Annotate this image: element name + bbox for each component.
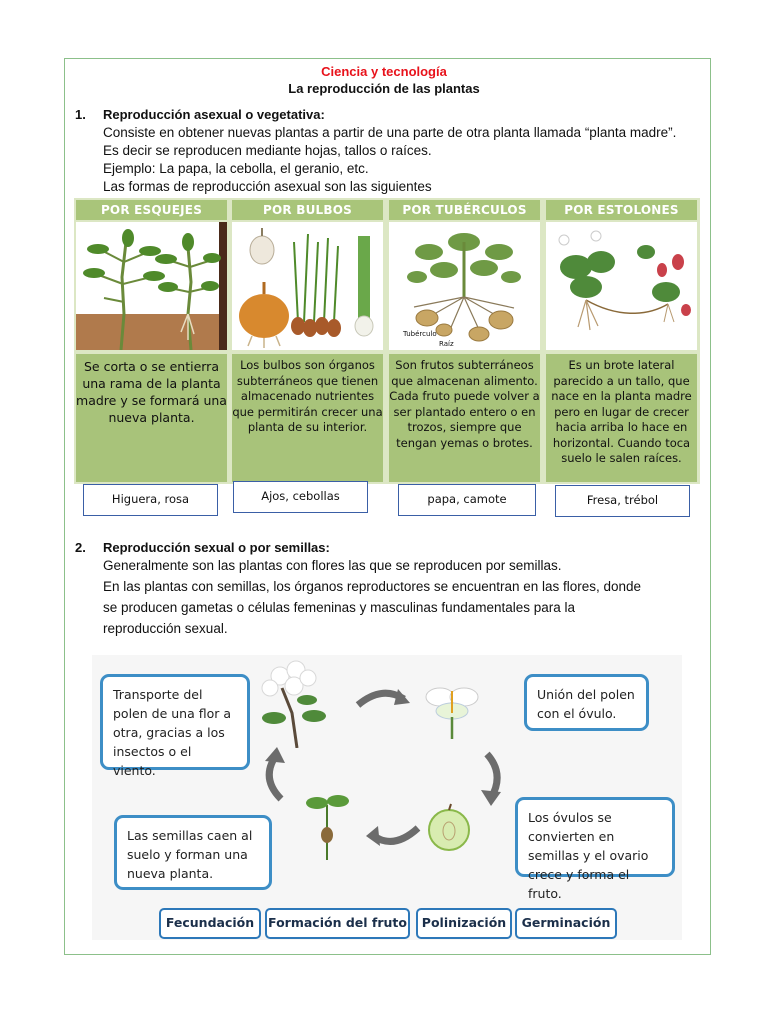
method-header: POR ESTOLONES — [546, 200, 697, 220]
section2-line: En las plantas con semillas, los órganos reproductores se encuentran en las flores, donde — [103, 579, 642, 594]
method-tuberculos — [387, 198, 542, 484]
seedling-image — [302, 785, 352, 860]
section1-number: 1. — [75, 107, 86, 122]
bulbs-illustration — [232, 222, 383, 350]
section2-line: Generalmente son las plantas con flores las que se reproducen por semillas. — [103, 558, 562, 573]
page-title: La reproducción de las plantas — [288, 81, 480, 96]
root-label: Raíz — [439, 340, 454, 348]
section2-line: se producen gametas o células femeninas y masculinas fundamentales para la — [103, 600, 576, 615]
section1-text — [103, 124, 676, 196]
cycle-arrow-icon — [477, 750, 509, 808]
method-estolones — [544, 198, 699, 484]
section1-line: Consiste en obtener nuevas plantas a partir de una parte de otra planta llamada “planta madre”. — [103, 125, 677, 140]
fruto-textbox: Los óvulos se convierten en semillas y el ovario crece y forma el fruto. — [515, 797, 675, 877]
subject-title: Ciencia y tecnología — [321, 64, 447, 79]
stage-label-fecundacion: Fecundación — [159, 908, 261, 939]
section2-line: reproducción sexual. — [103, 621, 228, 636]
method-description: Son frutos subterráneos que almacenan alimento. Cada fruto puede volver a ser plantado entero o en trozos, siempre que tengan yemas o brotes. — [389, 354, 540, 482]
section2-text — [103, 555, 641, 639]
cutting-illustration — [76, 222, 227, 350]
stage-label-polinizacion: Polinización — [416, 908, 512, 939]
method-header: POR BULBOS — [232, 200, 383, 220]
stage-label-germinacion: Germinación — [515, 908, 617, 939]
method-esquejes — [74, 198, 229, 484]
section1-line: Ejemplo: La papa, la cebolla, el geranio, etc. — [103, 161, 369, 176]
examples-box-esquejes: Higuera, rosa — [83, 484, 218, 516]
method-header: POR TUBÉRCULOS — [389, 200, 540, 220]
method-header: POR ESQUEJES — [76, 200, 227, 220]
tuber-illustration — [389, 222, 540, 350]
stage-label-fruto: Formación del fruto — [265, 908, 410, 939]
examples-box-tuberculos: papa, camote — [398, 484, 536, 516]
section1-heading: Reproducción asexual o vegetativa: — [103, 107, 325, 122]
examples-box-estolones: Fresa, trébol — [555, 485, 690, 517]
strawberry-illustration — [546, 222, 697, 350]
flowering-branch-image — [252, 658, 342, 748]
tuber-label: Tubérculo — [403, 330, 437, 338]
cycle-arrow-icon — [257, 745, 291, 803]
fecundacion-textbox: Unión del polen con el óvulo. — [524, 674, 649, 731]
method-bulbos — [230, 198, 385, 484]
section1-line: Las formas de reproducción asexual son las siguientes — [103, 179, 432, 194]
cycle-arrow-icon — [364, 820, 424, 852]
apple-fruit-image — [424, 803, 474, 853]
section1-line: Es decir se reproducen mediante hojas, tallos o raíces. — [103, 143, 432, 158]
cycle-arrow-icon — [354, 683, 412, 713]
polinizacion-textbox: Transporte del polen de una flor a otra, gracias a los insectos o el viento. — [100, 674, 250, 770]
examples-box-bulbos: Ajos, cebollas — [233, 481, 368, 513]
section2-heading: Reproducción sexual o por semillas: — [103, 540, 330, 555]
method-description: Los bulbos son órganos subterráneos que tienen almacenado nutrientes que permitirán crecer una planta de su interior. — [232, 354, 383, 482]
asexual-methods-table — [74, 198, 700, 484]
method-description: Se corta o se entierra una rama de la planta madre y se formará una nueva planta. — [76, 354, 227, 482]
germinacion-textbox: Las semillas caen al suelo y forman una nueva planta. — [114, 815, 272, 890]
method-description: Es un brote lateral parecido a un tallo, que nace en la planta madre pero en lugar de crecer hacia arriba lo hace en horizontal. Cuando toca suelo le salen raíces. — [546, 354, 697, 482]
section2-number: 2. — [75, 540, 86, 555]
flower-cross-section-image — [422, 677, 482, 742]
